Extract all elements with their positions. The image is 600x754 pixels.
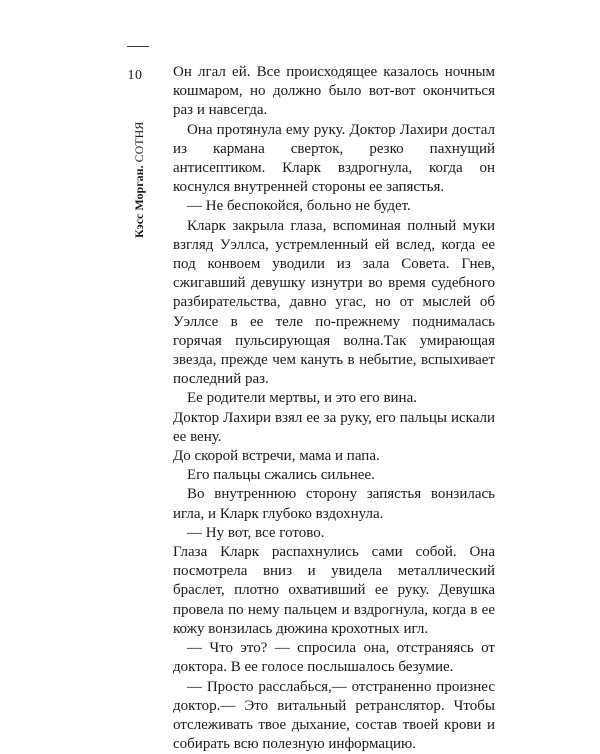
paragraph: — Ну вот, все готово. — [173, 524, 495, 543]
paragraph: Во внутреннюю сторону запястья вонзилась игла, и Кларк глубоко вздохнула. — [173, 485, 495, 523]
body-text — [173, 63, 495, 754]
paragraph: — Просто расслабься,— отстраненно произнес доктор.— Это витальный ретранслятор. Чтобы отслеживать твое дыхание, состав твоей крови и собирать всю полезную информацию. — [173, 678, 495, 754]
paragraph: — Что это? — спросила она, отстраняясь от доктора. В ее голосе послышалось безумие. — [173, 639, 495, 677]
paragraph: Она протянула ему руку. Доктор Лахири достал из кармана сверток, резко пахнущий антисептиком. Кларк вздрогнула, когда он коснулся внутренней стороны ее запястья. — [173, 121, 495, 198]
running-head-author: Кэсс Морган. — [132, 165, 146, 238]
paragraph: — Не беспокойся, больно не будет. — [173, 197, 495, 216]
paragraph: До скорой встречи, мама и папа. — [173, 447, 495, 466]
paragraph: Его пальцы сжались сильнее. — [173, 466, 495, 485]
paragraph: Глаза Кларк распахнулись сами собой. Она посмотрела вниз и увидела металлический браслет, плотно охвативший ее руку. Девушка провела по нему пальцем и вздрогнула, когда в ее кожу вонзилась дюжина крохотных игл. — [173, 543, 495, 639]
paragraph: Он лгал ей. Все происходящее казалось ночным кошмаром, но должно было вот-вот окончиться раз и навсегда. — [173, 63, 495, 121]
paragraph: Ее родители мертвы, и это его вина. — [173, 389, 495, 408]
header-rule — [127, 46, 149, 47]
running-head-title: СОТНЯ — [132, 122, 146, 163]
paragraph: Доктор Лахири взял ее за руку, его пальцы искали ее вену. — [173, 409, 495, 447]
running-head — [126, 98, 154, 248]
page-number: 10 — [120, 68, 150, 84]
paragraph: Кларк закрыла глаза, вспоминая полный муки взгляд Уэллса, устремленный ей вслед, когда ее под конвоем уводили из зала Совета. Гнев, сжигавший девушку изнутри во время судебного разбирательства, давно угас, но от мыслей об Уэллсе в ее теле по-прежнему поднималась горячая пульсирующая волна.Так умирающая звезда, прежде чем кануть в небытие, вспыхивает последний раз. — [173, 217, 495, 390]
